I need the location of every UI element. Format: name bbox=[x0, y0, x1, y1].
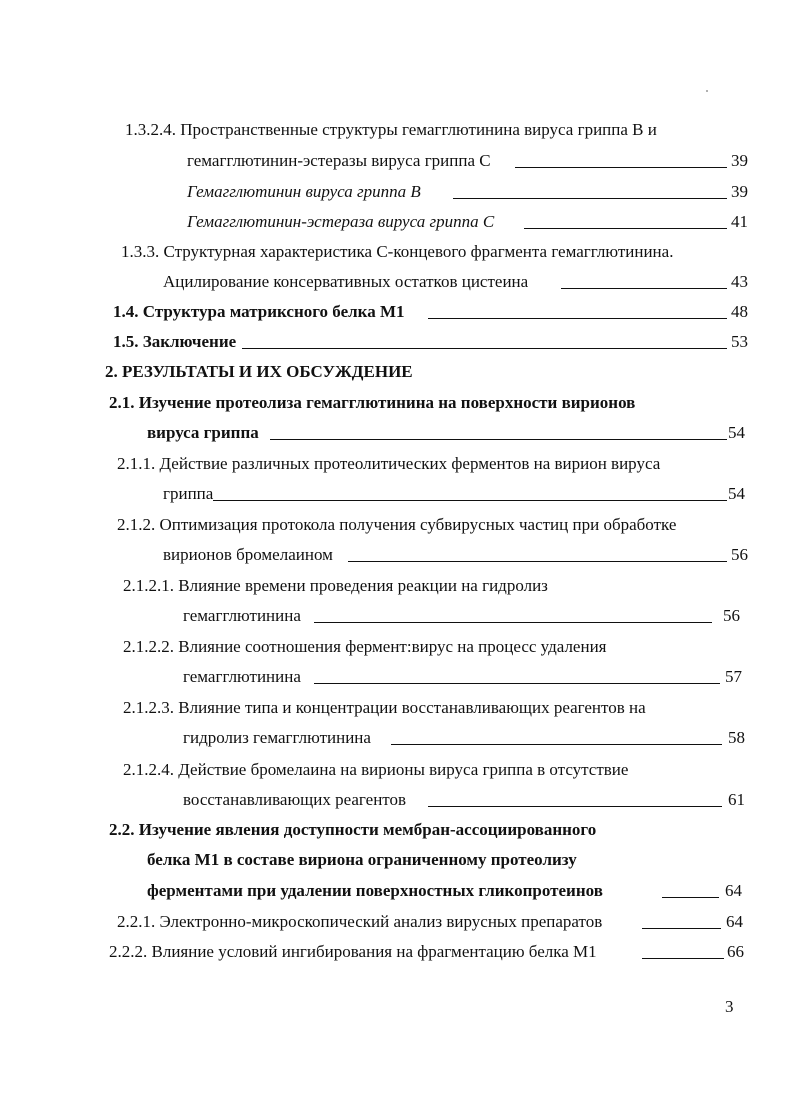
toc-entry-5-page: 48 bbox=[731, 302, 748, 321]
toc-entry-6-page: 53 bbox=[731, 332, 748, 351]
toc-entry-2-line-1: Гемагглютинин вируса гриппа В bbox=[187, 182, 421, 201]
leader-line bbox=[348, 544, 727, 566]
toc-entry-1-line-1: 1.3.2.4. Пространственные структуры гемагглютинина вируса гриппа В и bbox=[125, 120, 657, 139]
toc-entry-11-page: 56 bbox=[723, 606, 740, 625]
page-number: 3 bbox=[725, 997, 734, 1016]
toc-entry-9-line-2: гриппа bbox=[163, 484, 214, 503]
toc-entry-14-line-1: 2.1.2.4. Действие бромелаина на вирионы вируса гриппа в отсутствие bbox=[123, 760, 629, 779]
toc-entry-12-line-2: гемагглютинина bbox=[183, 667, 301, 686]
leader-line bbox=[453, 181, 727, 203]
toc-entry-12-line-1: 2.1.2.2. Влияние соотношения фермент:вирус на процесс удаления bbox=[123, 637, 607, 656]
toc-entry-15-line-3: ферментами при удалении поверхностных гликопротеинов bbox=[147, 881, 603, 900]
toc-entry-11-line-2: гемагглютинина bbox=[183, 606, 301, 625]
toc-entry-10-page: 56 bbox=[731, 545, 748, 564]
toc-entry-17-line-1: 2.2.2. Влияние условий ингибирования на фрагментацию белка М1 bbox=[109, 942, 597, 961]
leader-line bbox=[270, 422, 727, 444]
toc-entry-4-page: 43 bbox=[731, 272, 748, 291]
leader-line bbox=[561, 271, 727, 293]
toc-entry-4-line-2: Ацилирование консервативных остатков цистеина bbox=[163, 272, 529, 291]
toc-entry-14-page: 61 bbox=[728, 790, 745, 809]
toc-entry-16-page: 64 bbox=[726, 912, 743, 931]
toc-entry-1-page: 39 bbox=[731, 151, 748, 170]
leader-line bbox=[524, 211, 727, 233]
toc-entry-15-line-1: 2.2. Изучение явления доступности мембран-ассоциированного bbox=[109, 820, 597, 839]
leader-line bbox=[242, 331, 727, 353]
toc-entry-1-line-2: гемагглютинин-эстеразы вируса гриппа С bbox=[187, 151, 491, 170]
toc-entry-3-page: 41 bbox=[731, 212, 748, 231]
leader-line bbox=[314, 605, 712, 627]
toc-entry-8-line-2: вируса гриппа bbox=[147, 423, 259, 442]
leader-line bbox=[314, 666, 720, 688]
leader-line bbox=[428, 301, 727, 323]
toc-entry-17-page: 66 bbox=[727, 942, 744, 961]
toc-entry-13-line-2: гидролиз гемагглютинина bbox=[183, 728, 371, 747]
toc-entry-9-line-1: 2.1.1. Действие различных протеолитических ферментов на вирион вируса bbox=[117, 454, 661, 473]
toc-entry-13-line-1: 2.1.2.3. Влияние типа и концентрации восстанавливающих реагентов на bbox=[123, 698, 646, 717]
leader-line bbox=[391, 727, 722, 749]
toc-entry-10-line-1: 2.1.2. Оптимизация протокола получения субвирусных частиц при обработке bbox=[117, 515, 677, 534]
leader-line bbox=[213, 483, 727, 505]
toc-entry-12-page: 57 bbox=[725, 667, 742, 686]
toc-entry-3-line-1: Гемагглютинин-эстераза вируса гриппа С bbox=[187, 212, 495, 231]
toc-entry-13-page: 58 bbox=[728, 728, 745, 747]
toc-entry-15-page: 64 bbox=[725, 881, 742, 900]
toc-entry-4-line-1: 1.3.3. Структурная характеристика С-концевого фрагмента гемагглютинина. bbox=[121, 242, 674, 261]
toc-entry-5-line-1: 1.4. Структура матриксного белка М1 bbox=[113, 302, 405, 321]
leader-line bbox=[428, 789, 722, 811]
toc-entry-8-page: 54 bbox=[728, 423, 745, 442]
toc-entry-9-page: 54 bbox=[728, 484, 745, 503]
toc-section-heading: 2. РЕЗУЛЬТАТЫ И ИХ ОБСУЖДЕНИЕ bbox=[105, 362, 413, 381]
toc-entry-8-line-1: 2.1. Изучение протеолиза гемагглютинина на поверхности вирионов bbox=[109, 393, 636, 412]
toc-entry-2-page: 39 bbox=[731, 182, 748, 201]
scan-speck bbox=[706, 90, 708, 92]
toc-entry-6-line-1: 1.5. Заключение bbox=[113, 332, 237, 351]
toc-entry-14-line-2: восстанавливающих реагентов bbox=[183, 790, 407, 809]
toc-entry-10-line-2: вирионов бромелаином bbox=[163, 545, 333, 564]
toc-entry-15-line-2: белка М1 в составе вириона ограниченному протеолизу bbox=[147, 850, 577, 869]
toc-entry-16-line-1: 2.2.1. Электронно-микроскопический анализ вирусных препаратов bbox=[117, 912, 603, 931]
leader-line bbox=[515, 150, 727, 172]
toc-entry-11-line-1: 2.1.2.1. Влияние времени проведения реакции на гидролиз bbox=[123, 576, 548, 595]
